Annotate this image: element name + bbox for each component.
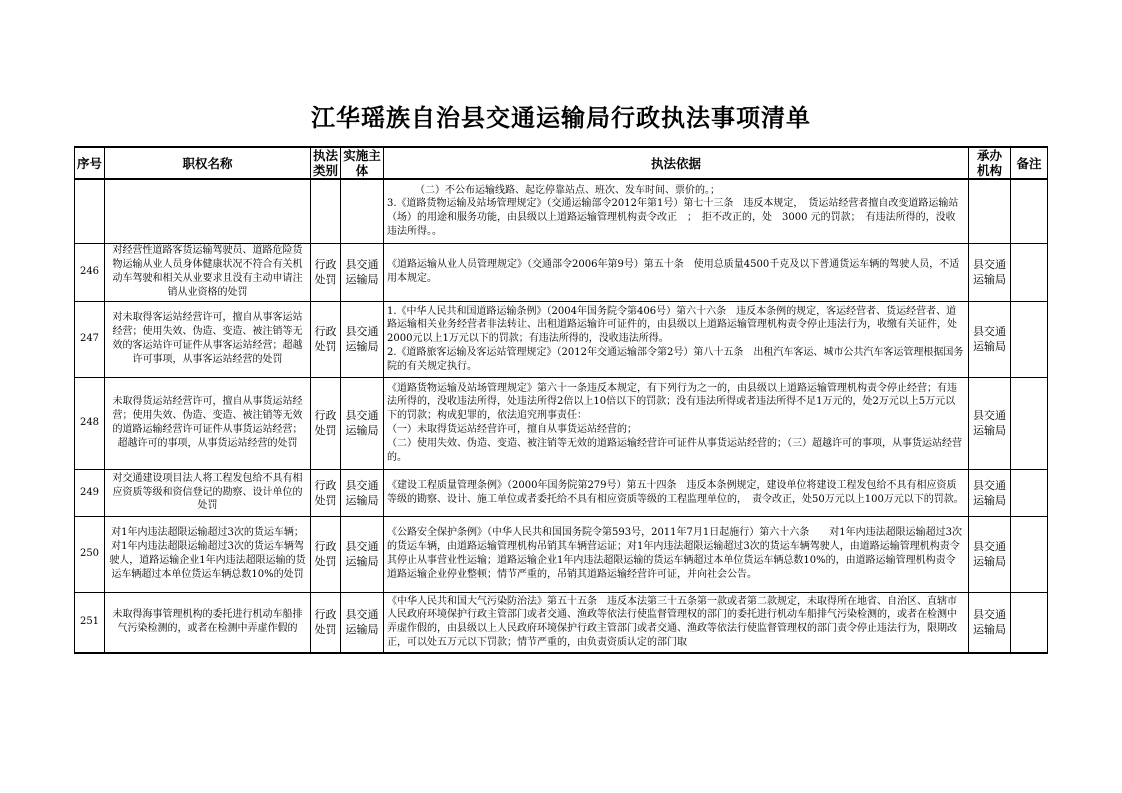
- enforcement-table: [74, 146, 1048, 654]
- row-type: 行政处罚: [311, 516, 341, 592]
- row-subject: 县交通运输局: [341, 469, 384, 516]
- row-seq: 247: [75, 301, 105, 377]
- header-seq: 序号: [75, 147, 105, 179]
- basis-line: 1.《中华人民共和国道路运输条例》（2004年国务院令第406号）第六十六条 违反本条例的规定，客运经营者、货运经营者、道路运输相关业务经营者非法转让、出租道路运输许可证件的，由县级以上道路运输管理机构责令停止违法行为，收缴有关证件，处2000元以上1万元以下的罚款；有违法所得的，没收违法所得。: [387, 305, 957, 345]
- basis-line: （二）使用失效、伪造、变造、被注销等无效的道路运输经营许可证件从事货运站经营的；（三）超越许可的事项，从事货运站经营的。: [387, 437, 962, 463]
- row-seq: [75, 179, 105, 243]
- table-row: [75, 179, 1048, 243]
- row-basis: [384, 516, 969, 592]
- header-name: 职权名称: [105, 147, 311, 179]
- row-seq: 246: [75, 243, 105, 301]
- row-seq: 249: [75, 469, 105, 516]
- row-type: 行政处罚: [311, 469, 341, 516]
- row-name: 未取得货运站经营许可，擅自从事货运站经营；使用失效、伪造、变造、被注销等无效的道路运输经营许可证件从事货运站经营；超越许可的事项，从事货运站经营的处罚: [105, 377, 311, 469]
- basis-line: 2.《道路旅客运输及客运站管理规定》（2012年交通运输部令第2号）第八十五条 出租汽车客运、城市公共汽车客运管理根据国务院的有关规定执行。: [387, 346, 964, 372]
- table-row: [75, 301, 1048, 377]
- row-seq: 250: [75, 516, 105, 592]
- row-basis: [384, 592, 969, 653]
- row-subject: 县交通运输局: [341, 301, 384, 377]
- basis-line: 《建设工程质量管理条例》（2000年国务院第279号）第五十四条 违反本条例规定，建设单位将建设工程发包给不具有相应资质等级的勘察、设计、施工单位或者委托给不具有相应资质等级的工程监理单位的， 责令改正，处50万元以上100万元以下的罚款。: [387, 479, 964, 505]
- row-subject: 县交通运输局: [341, 243, 384, 301]
- row-basis: [384, 243, 969, 301]
- row-name: 对经营性道路客货运输驾驶员、道路危险货物运输从业人员身体健康状况不符合有关机动车驾驶和相关从业要求且没有主动申请注销从业资格的处罚: [105, 243, 311, 301]
- basis-line: 《道路运输从业人员管理规定》（交通部令2006年第9号）第五十条 使用总质量4500千克及以下普通货运车辆的驾驶人员，不适用本规定。: [387, 259, 960, 284]
- table-row: [75, 243, 1048, 301]
- header-subject: 实施主体: [341, 147, 384, 179]
- row-note: [1011, 377, 1048, 469]
- row-basis: [384, 179, 969, 243]
- row-org: 县交通运输局: [969, 301, 1011, 377]
- row-org: 县交通运输局: [969, 377, 1011, 469]
- table-row: [75, 516, 1048, 592]
- row-subject: 县交通运输局: [341, 516, 384, 592]
- row-type: 行政处罚: [311, 301, 341, 377]
- header-note: 备注: [1011, 147, 1048, 179]
- basis-line: 《公路安全保护条例》（中华人民共和国国务院令第593号，2011年7月1日起施行）第六十六条 对1年内违法超限运输超过3次的货运车辆，由道路运输管理机构吊销其车辆营运证；对1年内违法超限运输超过3次的货运车辆驾驶人，由道路运输管理机构责令其停止从事营业性运输；道路运输企业1年内违法超限运输的货运车辆超过本单位货运车辆总数10%的，由道路运输管理机构责令道路运输企业停业整顿；情节严重的，吊销其道路运输经营许可证，并向社会公告。: [387, 527, 962, 580]
- row-note: [1011, 469, 1048, 516]
- row-subject: 县交通运输局: [341, 592, 384, 653]
- header-basis: 执法依据: [384, 147, 969, 179]
- row-name: 对1年内违法超限运输超过3次的货运车辆；对1年内违法超限运输超过3次的货运车辆驾驶人，道路运输企业1年内违法超限运输的货运车辆超过本单位货运车辆总数10%的处罚: [105, 516, 311, 592]
- row-basis: [384, 377, 969, 469]
- row-type: 行政处罚: [311, 592, 341, 653]
- table-row: [75, 377, 1048, 469]
- row-type: [311, 179, 341, 243]
- row-note: [1011, 243, 1048, 301]
- document-title: 江华瑶族自治县交通运输局行政执法事项清单: [311, 104, 811, 132]
- row-type: 行政处罚: [311, 243, 341, 301]
- row-subject: [341, 179, 384, 243]
- table-row: [75, 469, 1048, 516]
- row-seq: 248: [75, 377, 105, 469]
- row-org: [969, 179, 1011, 243]
- row-org: 县交通运输局: [969, 592, 1011, 653]
- row-org: 县交通运输局: [969, 469, 1011, 516]
- basis-line: 《道路货物运输及站场管理规定》第六十一条违反本规定，有下列行为之一的，由县级以上道路运输管理机构责令停止经营；有违法所得的，没收违法所得，处违法所得2倍以上10倍以下的罚款；没有违法所得或者违法所得不足1万元的，处2万元以上5万元以下的罚款；构成犯罪的，依法追究刑事责任：: [387, 382, 957, 422]
- row-note: [1011, 516, 1048, 592]
- row-org: 县交通运输局: [969, 516, 1011, 592]
- row-org: 县交通运输局: [969, 243, 1011, 301]
- row-name: [105, 179, 311, 243]
- row-note: [1011, 179, 1048, 243]
- row-seq: 251: [75, 592, 105, 653]
- row-name: 未取得海事管理机构的委托进行机动车船排气污染检测的，或者在检测中弄虚作假的: [105, 592, 311, 653]
- row-subject: 县交通运输局: [341, 377, 384, 469]
- basis-line: （一）未取得货运站经营许可，擅自从事货运站经营的；: [387, 424, 637, 435]
- row-basis: [384, 301, 969, 377]
- basis-line: （二）不公布运输线路、起讫停靠站点、班次、发车时间、票价的。；: [415, 184, 720, 196]
- header-type: 执法类别: [311, 147, 341, 179]
- row-type: 行政处罚: [311, 377, 341, 469]
- table-row: [75, 592, 1048, 653]
- row-name: 对交通建设项目法人将工程发包给不具有相应资质等级和资信登记的勘察、设计单位的处罚: [105, 469, 311, 516]
- header-row: [75, 147, 1048, 179]
- basis-line: 3.《道路货物运输及站场管理规定》（交通运输部令2012年第1号）第七十三条 违反本规定， 货运站经营者擅自改变道路运输站（场）的用途和服务功能，由县级以上道路运输管理机构责令改正 ； 拒不改正的，处 3000 元的罚款； 有违法所得的，没收违法所得。。: [387, 198, 959, 238]
- row-basis: [384, 469, 969, 516]
- header-org: 承办机构: [969, 147, 1011, 179]
- row-note: [1011, 592, 1048, 653]
- basis-line: 《中华人民共和国大气污染防治法》第五十五条 违反本法第三十五条第一款或者第二款规定，未取得所在地省、自治区、直辖市人民政府环境保护行政主管部门或者交通、渔政等依法行使监督管理权的部门的委托进行机动车船排气污染检测的，或者在检测中弄虚作假的，由县级以上人民政府环境保护行政主管部门或者交通、渔政等依法行使监督管理权的部门责令停止违法行为，限期改正，可以处五万元以下罚款；情节严重的，由负责资质认定的部门取: [387, 595, 957, 649]
- row-note: [1011, 301, 1048, 377]
- row-name: 对未取得客运站经营许可，擅自从事客运站经营；使用失效、伪造、变造、被注销等无效的客运站许可证件从事客运站经营；超越许可事项，从事客运站经营的处罚: [105, 301, 311, 377]
